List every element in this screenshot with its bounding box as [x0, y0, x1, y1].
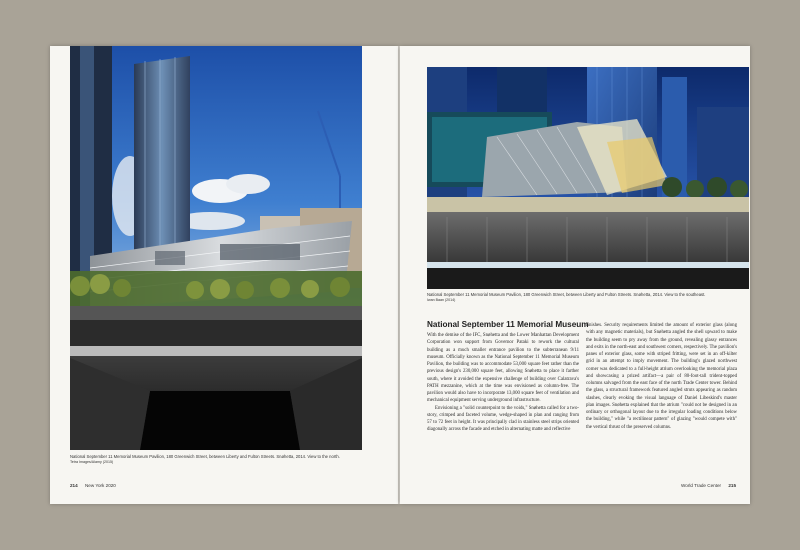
right-photo-caption	[427, 292, 749, 304]
memorial-pavilion-photo-southeast	[427, 67, 749, 289]
left-folio	[70, 483, 116, 488]
left-page-number: 214	[70, 483, 78, 488]
left-page	[50, 46, 398, 504]
left-running-title: New York 2020	[84, 483, 116, 488]
paragraph: finishes. Security requirements limited the amount of exterior glass (along with any magnetic materials), but Snøhetta angled the shell upward to make the building seem to pry away from the ground, revealing glassy entrances and exits in the north-east and southwest corners, respectively. The pavilion's panes of exterior glass, some with striped fritting, were set in an off-kilter grid in an attempt to imply movement. The building's glazed northwest corner was dedicated to a full-height atrium overlooking the memorial plaza and showcasing a prized artifact—a pair of 80-foot-tall trident-topped columns salvaged from the east face of the north Trade Center tower. Behind the glass, a structural framework featured angled struts appearing as random slashes, clearly evoking the visual language of Daniel Libeskind's master plan images. Snøhetta explained that the atrium "could not be designed in an ordinary or orthogonal layout due to the irregular loading conditions below the building," while "a rectilinear pattern" of glazing "would compete with" the vertical thrust of the preserved columns.	[586, 323, 737, 430]
right-running-title: World Trade Center	[681, 483, 722, 488]
memorial-pavilion-photo-north	[70, 46, 362, 450]
left-caption-text: National September 11 Memorial Museum Pavilion, 180 Greenwich Street, between Liberty and Fulton Streets. Snøhetta, 2014. View to the north.	[70, 454, 340, 459]
right-photo-credit: Iwan Baan (2014)	[427, 298, 456, 303]
paragraph: With the demise of the IFC, Snøhetta and the Lower Manhattan Development Corporation won support from Governor Pataki to rework the cultural building as a much smaller entrance pavilion to the subterranean 9/11 museum. Officially known as the National September 11 Memorial Museum Pavilion, the building was to accommodate 53,000 square feet rather than the previous design's 230,000 square feet, allowing Snøhetta to place it farther south, where it avoided the expensive challenge of building over Calatrava's PATH mezzanine, which at the time was envisioned as column-free. The pavilion would also have to incorporate 13,000 square feet of ventilation and mechanical equipment serving underground infrastructure.	[427, 333, 579, 404]
right-caption-text: National September 11 Memorial Museum Pavilion, 180 Greenwich Street, between Liberty and Fulton Streets. Snøhetta, 2014. View to the southeast.	[427, 292, 706, 297]
left-photo-credit: Tetra Images/Alamy (2015)	[70, 460, 114, 465]
paragraph: Envisioning a "solid counterpoint to the voids," Snøhetta called for a two-story, crimped and faceted volume, wedge-shaped in plan and ranging from 57 to 72 feet in height. It was principally clad in stainless steel strips oriented diagonally across the facade and etched in alternating matte and reflective	[427, 405, 579, 433]
right-page	[400, 46, 750, 504]
right-folio	[681, 483, 736, 488]
left-photo-caption	[70, 454, 370, 466]
right-page-number: 215	[728, 483, 736, 488]
text-column-left	[427, 332, 579, 434]
text-column-right	[586, 322, 737, 431]
section-heading: National September 11 Memorial Museum	[427, 320, 589, 329]
